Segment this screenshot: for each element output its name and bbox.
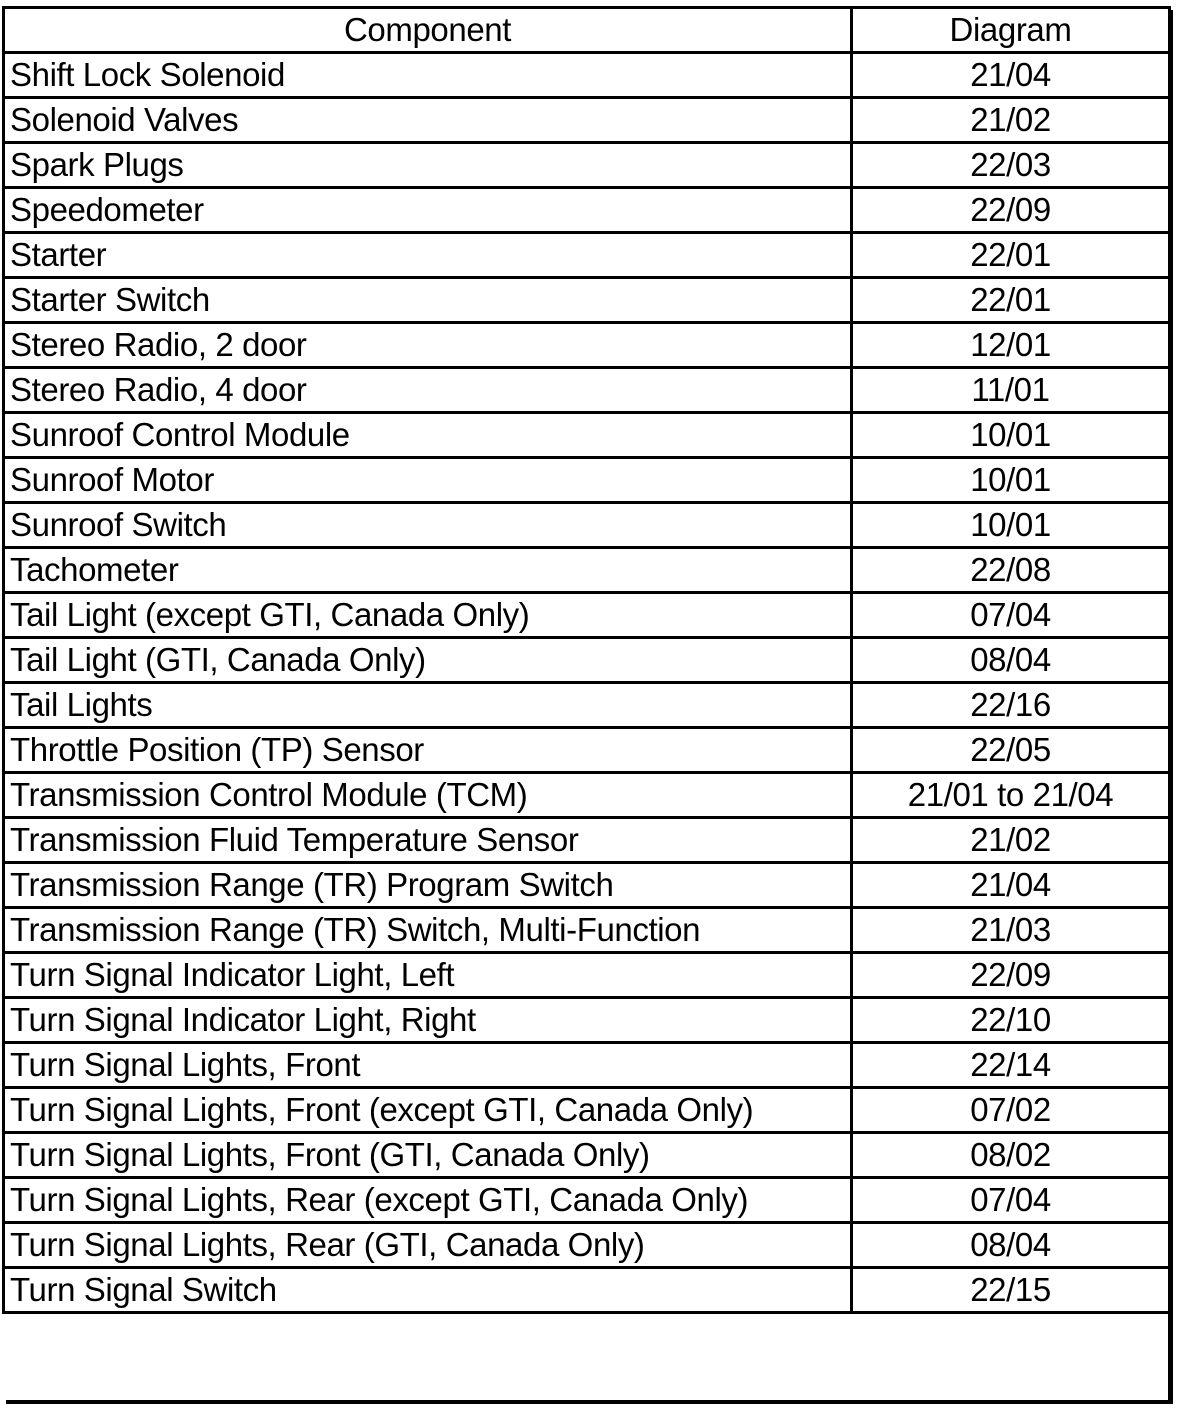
component-index-table-container bbox=[2, 6, 1168, 1314]
component-cell: Starter Switch bbox=[4, 278, 852, 323]
diagram-cell: 10/01 bbox=[852, 503, 1170, 548]
diagram-cell: 22/15 bbox=[852, 1268, 1170, 1313]
diagram-cell: 22/14 bbox=[852, 1043, 1170, 1088]
diagram-cell: 22/05 bbox=[852, 728, 1170, 773]
table-row bbox=[4, 638, 1170, 683]
component-cell: Stereo Radio, 4 door bbox=[4, 368, 852, 413]
diagram-cell: 21/01 to 21/04 bbox=[852, 773, 1170, 818]
component-cell: Starter bbox=[4, 233, 852, 278]
component-cell: Spark Plugs bbox=[4, 143, 852, 188]
diagram-cell: 22/08 bbox=[852, 548, 1170, 593]
diagram-cell: 22/16 bbox=[852, 683, 1170, 728]
header-component: Component bbox=[4, 8, 852, 53]
table-row bbox=[4, 998, 1170, 1043]
component-cell: Turn Signal Lights, Front (GTI, Canada Only) bbox=[4, 1133, 852, 1178]
table-row bbox=[4, 503, 1170, 548]
table-row bbox=[4, 458, 1170, 503]
component-cell: Tail Light (GTI, Canada Only) bbox=[4, 638, 852, 683]
diagram-cell: 21/02 bbox=[852, 818, 1170, 863]
table-row bbox=[4, 1088, 1170, 1133]
header-row bbox=[4, 8, 1170, 53]
table-row bbox=[4, 548, 1170, 593]
table-row bbox=[4, 728, 1170, 773]
component-cell: Turn Signal Lights, Front bbox=[4, 1043, 852, 1088]
table-row bbox=[4, 773, 1170, 818]
table-row bbox=[4, 953, 1170, 998]
table-row bbox=[4, 593, 1170, 638]
component-cell: Turn Signal Indicator Light, Right bbox=[4, 998, 852, 1043]
table-row bbox=[4, 1223, 1170, 1268]
component-cell: Throttle Position (TP) Sensor bbox=[4, 728, 852, 773]
diagram-cell: 22/10 bbox=[852, 998, 1170, 1043]
component-cell: Transmission Range (TR) Program Switch bbox=[4, 863, 852, 908]
diagram-cell: 08/02 bbox=[852, 1133, 1170, 1178]
table-row bbox=[4, 818, 1170, 863]
component-cell: Speedometer bbox=[4, 188, 852, 233]
component-cell: Sunroof Control Module bbox=[4, 413, 852, 458]
table-row bbox=[4, 188, 1170, 233]
diagram-cell: 08/04 bbox=[852, 1223, 1170, 1268]
table-row bbox=[4, 908, 1170, 953]
diagram-cell: 21/04 bbox=[852, 863, 1170, 908]
component-cell: Stereo Radio, 2 door bbox=[4, 323, 852, 368]
component-cell: Turn Signal Switch bbox=[4, 1268, 852, 1313]
diagram-cell: 11/01 bbox=[852, 368, 1170, 413]
component-cell: Shift Lock Solenoid bbox=[4, 53, 852, 98]
diagram-cell: 07/04 bbox=[852, 1178, 1170, 1223]
diagram-cell: 10/01 bbox=[852, 458, 1170, 503]
component-cell: Turn Signal Indicator Light, Left bbox=[4, 953, 852, 998]
component-cell: Sunroof Switch bbox=[4, 503, 852, 548]
table-row bbox=[4, 233, 1170, 278]
table-row bbox=[4, 683, 1170, 728]
diagram-cell: 08/04 bbox=[852, 638, 1170, 683]
component-cell: Turn Signal Lights, Front (except GTI, Canada Only) bbox=[4, 1088, 852, 1133]
component-cell: Turn Signal Lights, Rear (GTI, Canada Only) bbox=[4, 1223, 852, 1268]
table-row bbox=[4, 278, 1170, 323]
table-row bbox=[4, 143, 1170, 188]
diagram-cell: 22/01 bbox=[852, 278, 1170, 323]
table-row bbox=[4, 1133, 1170, 1178]
component-index-table bbox=[2, 6, 1171, 1314]
diagram-cell: 22/01 bbox=[852, 233, 1170, 278]
table-shadow-bottom bbox=[6, 1400, 1172, 1404]
table-row bbox=[4, 1043, 1170, 1088]
component-cell: Tail Light (except GTI, Canada Only) bbox=[4, 593, 852, 638]
diagram-cell: 07/02 bbox=[852, 1088, 1170, 1133]
diagram-cell: 10/01 bbox=[852, 413, 1170, 458]
component-cell: Transmission Control Module (TCM) bbox=[4, 773, 852, 818]
component-cell: Solenoid Valves bbox=[4, 98, 852, 143]
diagram-cell: 21/03 bbox=[852, 908, 1170, 953]
component-cell: Tail Lights bbox=[4, 683, 852, 728]
component-cell: Sunroof Motor bbox=[4, 458, 852, 503]
table-row bbox=[4, 413, 1170, 458]
diagram-cell: 22/09 bbox=[852, 953, 1170, 998]
table-row bbox=[4, 368, 1170, 413]
diagram-cell: 07/04 bbox=[852, 593, 1170, 638]
table-row bbox=[4, 1178, 1170, 1223]
diagram-cell: 22/09 bbox=[852, 188, 1170, 233]
table-row bbox=[4, 53, 1170, 98]
table-row bbox=[4, 98, 1170, 143]
diagram-cell: 21/02 bbox=[852, 98, 1170, 143]
component-cell: Turn Signal Lights, Rear (except GTI, Canada Only) bbox=[4, 1178, 852, 1223]
diagram-cell: 22/03 bbox=[852, 143, 1170, 188]
table-row bbox=[4, 1268, 1170, 1313]
component-cell: Tachometer bbox=[4, 548, 852, 593]
component-cell: Transmission Fluid Temperature Sensor bbox=[4, 818, 852, 863]
header-diagram: Diagram bbox=[852, 8, 1170, 53]
component-cell: Transmission Range (TR) Switch, Multi-Function bbox=[4, 908, 852, 953]
diagram-cell: 12/01 bbox=[852, 323, 1170, 368]
table-row bbox=[4, 323, 1170, 368]
table-header bbox=[4, 8, 1170, 53]
table-row bbox=[4, 863, 1170, 908]
diagram-cell: 21/04 bbox=[852, 53, 1170, 98]
table-body bbox=[4, 53, 1170, 1313]
